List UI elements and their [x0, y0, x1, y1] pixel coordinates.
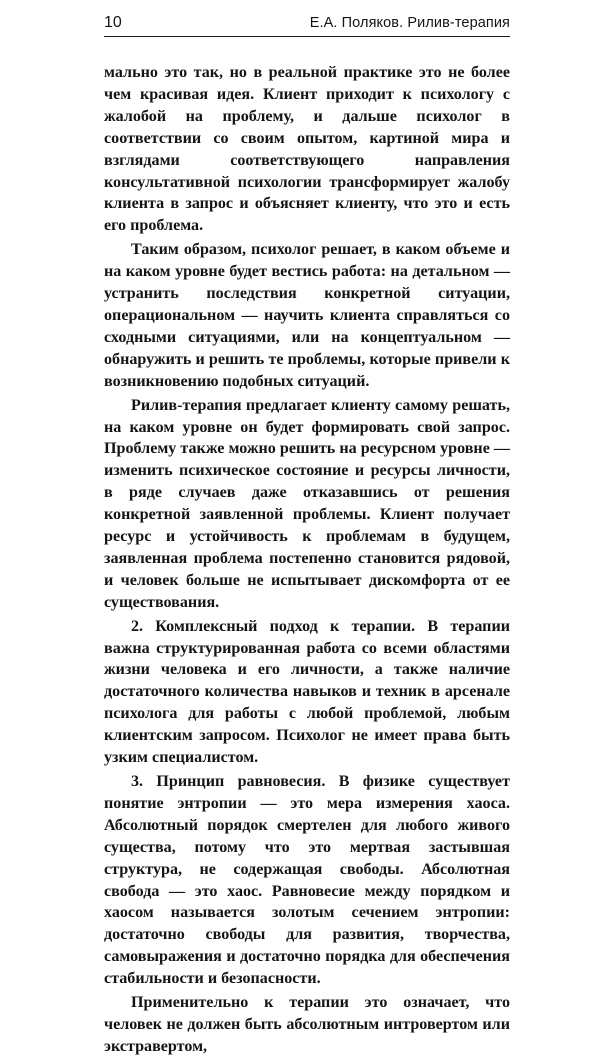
paragraph-reliv-request: Рилив-терапия предлагает клиенту самому решать, на каком уровне он будет формировать свой запрос. Проблему также можно решить на ресурсном уровне — изменить психическое состояние и ресурсы личности, в ряде случаев даже отказавшись от решения конкретной заявленной проблемы. Клиент получает ресурс и устойчивость к проблемам в будущем, заявленная проблема постепенно становится рядовой, и человек больше не испытывает дискомфорта от ее существования.: [104, 396, 510, 611]
body-text: [104, 62, 510, 1058]
page-number: 10: [104, 14, 122, 31]
paragraph-text: В физике существует понятие энтропии — это мера измерения хаоса. Абсолютный порядок смертелен для любого живого существа, потому что это мертвая застывшая структура, не содержащая свободы. Абсолютная свобода — это хаос. Равновесие между порядком и хаосом называется золотым сечением энтропии: достаточно свободы для развития, творчества, самовыражения и достаточно порядка для обеспечения стабильности и безопасности.: [104, 773, 510, 988]
paragraph-work-levels: Таким образом, психолог решает, в каком объеме и на каком уровне будет вестись работа: на детальном — устранить последствия конкретной ситуации, операциональном — научить клиента справляться со сходными ситуациями, или на концептуальном — обнаружить и решить те проблемы, которые привели к возникновению подобных ситуаций.: [104, 241, 510, 390]
principle-heading: 2. Комплексный подход к терапии.: [131, 617, 416, 635]
paragraph-continuation: мально это так, но в реальной практике это не более чем красивая идея. Клиент приходит к психологу с жалобой на проблему, и дальше психолог в соответствии со своим опытом, картиной мира и взглядами соответствующего направления консультативной психологии трансформирует жалобу клиента в запрос и объясняет клиенту, что это и есть его проблема.: [104, 64, 510, 235]
paragraph-balance-principle: [104, 771, 510, 990]
paragraph-complex-approach: [104, 616, 510, 769]
running-title: Е.А. Поляков. Рилив-терапия: [309, 15, 510, 31]
paragraph-therapy-application: Применительно к терапии это означает, что человек не должен быть абсолютным интровертом или экстравертом,: [104, 994, 510, 1055]
principle-heading: 3. Принцип равновесия.: [131, 773, 326, 790]
page-header: [104, 10, 510, 37]
paragraph-text: В терапии важна структурированная работа со всеми областями жизни человека и его личности, а также наличие достаточного количества навыков и техник в арсенале психолога для работы с любой проблемой, любым клиентским запросом. Психолог не имеет права быть узким специалистом.: [104, 617, 510, 767]
